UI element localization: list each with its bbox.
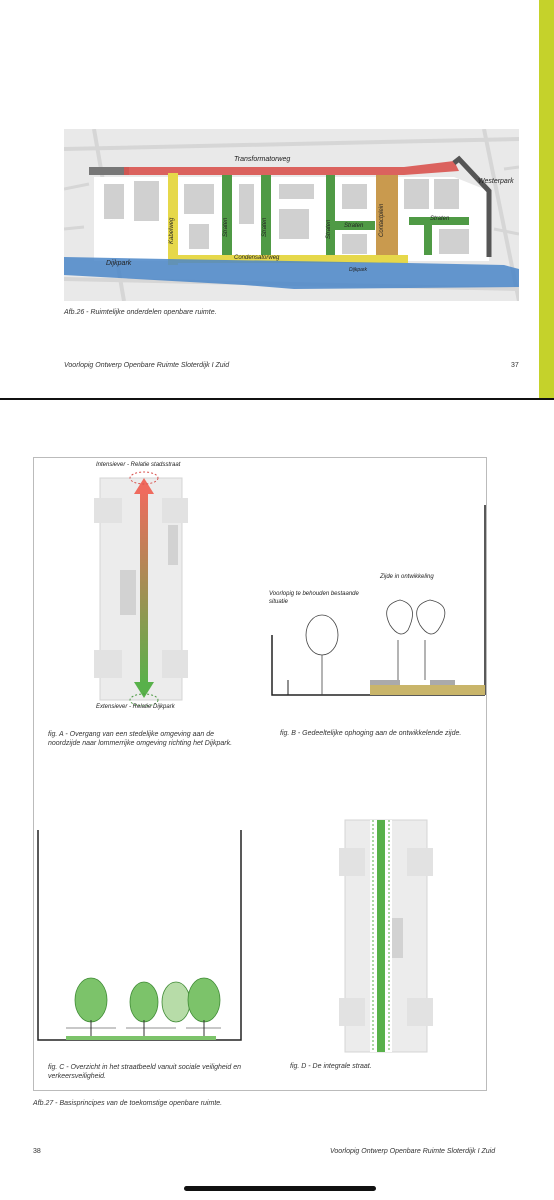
label-dijkpark: Dijkpark	[106, 260, 132, 267]
label-transformatorweg: Transformatorweg	[234, 156, 291, 163]
label-straten-2: Straten	[262, 217, 268, 237]
scroll-indicator	[184, 1186, 376, 1191]
figA-top-label: Intensiever - Relatie stadsstraat	[96, 462, 181, 468]
label-condensatorweg: Condensatorweg	[234, 255, 280, 261]
figC-caption: fig. C - Overzicht in het straatbeeld vanuit sociale veiligheid en verkeersveiligheid.	[48, 1064, 241, 1080]
label-dijkpark-small: Dijkpark	[349, 267, 368, 273]
figA-svg	[90, 470, 210, 710]
figC-svg	[36, 830, 246, 1050]
page-37	[0, 0, 554, 398]
afb27-caption: Afb.27 - Basisprincipes van de toekomstige openbare ruimte.	[33, 1100, 223, 1107]
page-number-38: 38	[33, 1148, 41, 1155]
figA-bottom-label: Extensiever - Relatie Dijkpark	[96, 704, 175, 710]
label-straten-5: Straten	[430, 216, 450, 222]
figD-caption: fig. D - De integrale straat.	[290, 1063, 372, 1070]
figB-label-right: Zijde in ontwikkeling	[380, 574, 434, 580]
figB-caption: fig. B - Gedeeltelijke ophoging aan de ontwikkelende zijde.	[280, 730, 462, 737]
page-38	[0, 400, 554, 1200]
figC	[36, 830, 246, 1050]
label-westerpark: Westerpark	[478, 178, 514, 185]
footer-title-38: Voorlopig Ontwerp Openbare Ruimte Sloterdijk I Zuid	[330, 1148, 496, 1155]
accent-bar	[539, 0, 554, 398]
afb26-caption: Afb.26 - Ruimtelijke onderdelen openbare ruimte.	[64, 309, 217, 316]
label-straten-3: Straten	[326, 219, 332, 239]
label-straten-1: Straten	[223, 217, 229, 237]
site-map-svg	[64, 129, 519, 301]
label-kabelweg: Kabelweg	[169, 217, 175, 244]
figD-svg	[337, 818, 437, 1054]
site-map	[64, 129, 519, 301]
label-straten-4: Straten	[344, 223, 364, 229]
figA	[90, 470, 210, 710]
figA-caption: fig. A - Overgang van een stedelijke omgeving aan de noordzijde naar lommerrijke omgeving richting het Dijkpark.	[48, 731, 233, 747]
figB-label-left: Voorlopig te behouden bestaande situatie	[269, 591, 359, 605]
page-number: 37	[511, 362, 519, 369]
footer-title: Voorlopig Ontwerp Openbare Ruimte Sloterdijk I Zuid	[64, 362, 230, 369]
label-contactplein: Contactplein	[379, 203, 385, 237]
figD	[337, 818, 437, 1054]
